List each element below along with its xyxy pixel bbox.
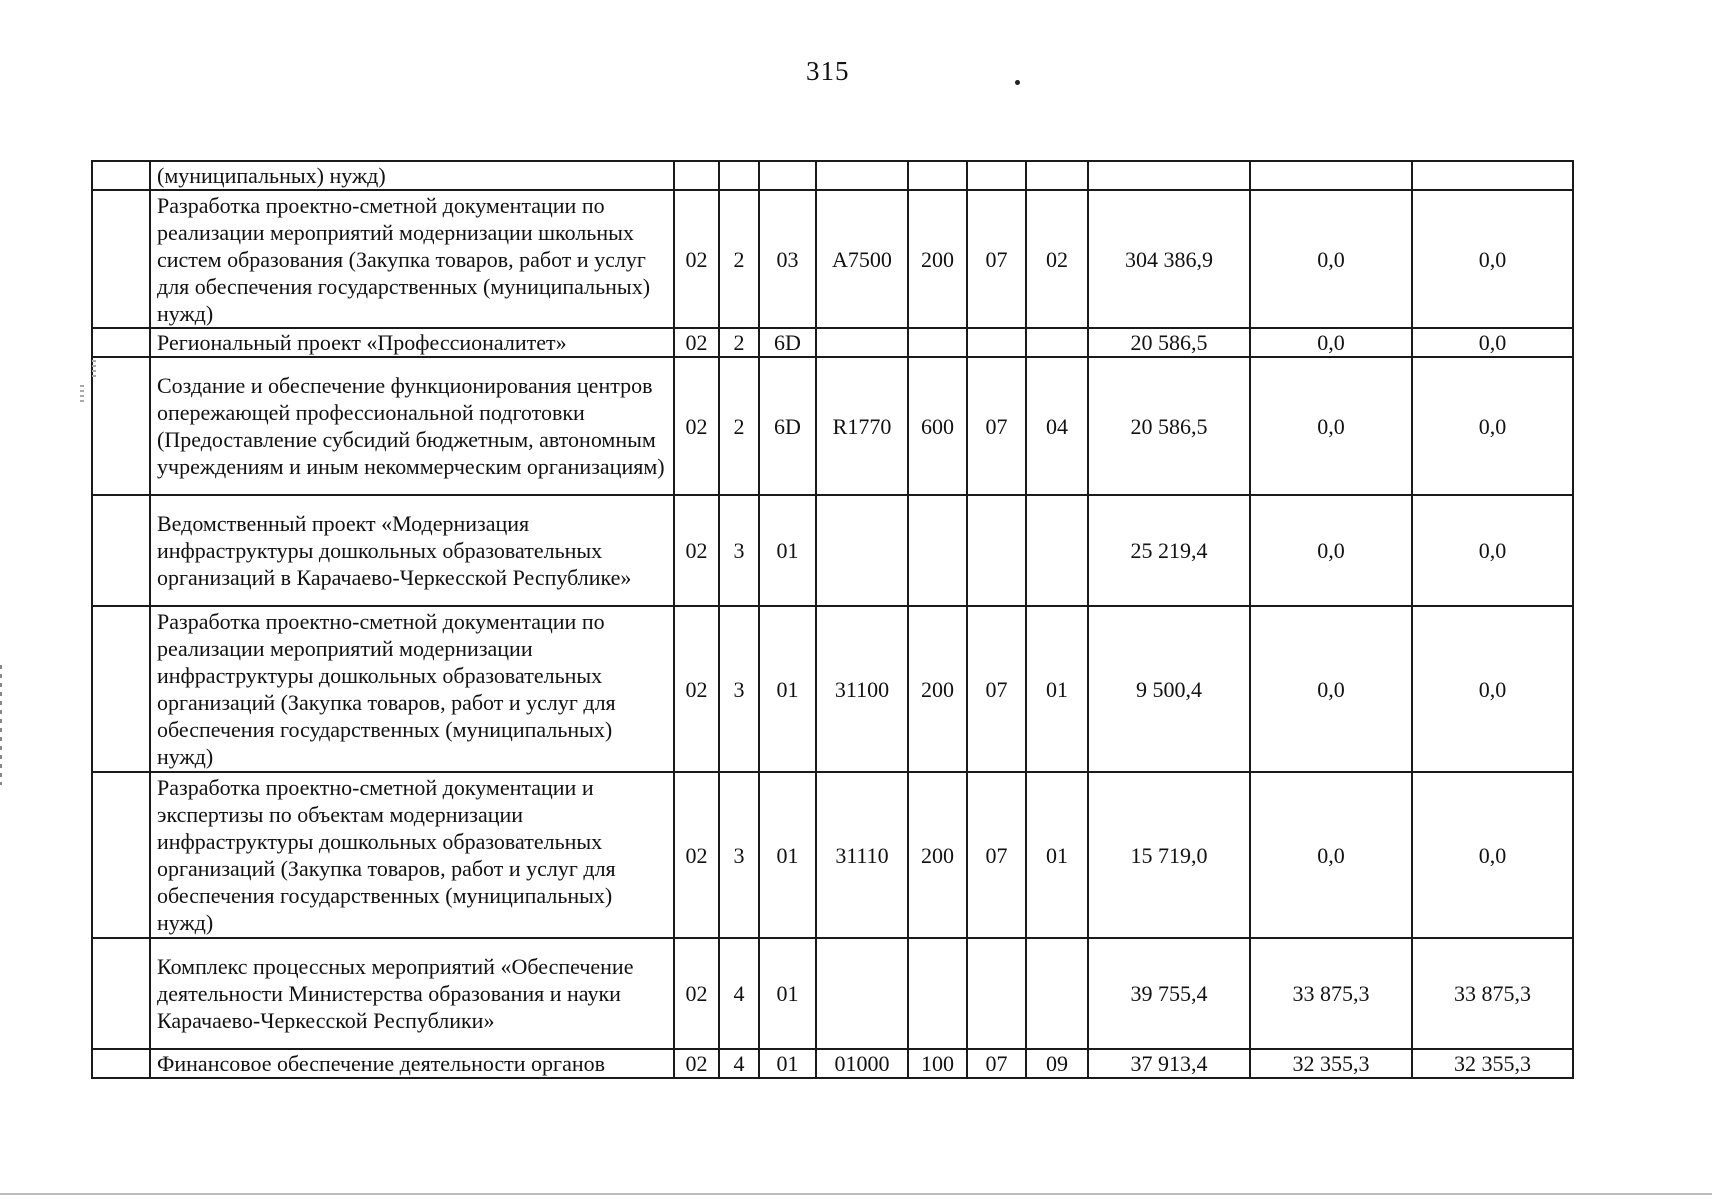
table-row xyxy=(92,772,1573,938)
amount-year-3-cell: 32 355,3 xyxy=(1412,1049,1573,1078)
code-section-cell: 07 xyxy=(967,190,1026,328)
code-section-cell: 07 xyxy=(967,357,1026,495)
description-cell: (муниципальных) нужд) xyxy=(150,161,674,190)
code-direction-cell xyxy=(816,495,908,606)
amount-year-1-cell: 20 586,5 xyxy=(1088,328,1250,357)
code-structure-cell: 6D xyxy=(759,357,816,495)
code-section-cell xyxy=(967,938,1026,1049)
scan-edge-mark xyxy=(0,665,2,785)
code-direction-cell: R1770 xyxy=(816,357,908,495)
amount-year-2-cell: 33 875,3 xyxy=(1250,938,1412,1049)
amount-year-1-cell: 304 386,9 xyxy=(1088,190,1250,328)
description-cell: Финансовое обеспечение деятельности органов xyxy=(150,1049,674,1078)
row-number-cell xyxy=(92,190,150,328)
code-program-cell: 02 xyxy=(674,190,719,328)
amount-year-3-cell: 33 875,3 xyxy=(1412,938,1573,1049)
code-subprogram-cell: 4 xyxy=(719,938,759,1049)
row-number-cell xyxy=(92,357,150,495)
amount-year-3-cell: 0,0 xyxy=(1412,606,1573,772)
code-expense-type-cell xyxy=(908,161,967,190)
amount-year-2-cell: 0,0 xyxy=(1250,190,1412,328)
code-section-cell: 07 xyxy=(967,606,1026,772)
code-subsection-cell: 09 xyxy=(1026,1049,1088,1078)
table-row xyxy=(92,161,1573,190)
code-program-cell: 02 xyxy=(674,606,719,772)
code-expense-type-cell xyxy=(908,328,967,357)
amount-year-3-cell: 0,0 xyxy=(1412,357,1573,495)
row-number-cell xyxy=(92,495,150,606)
table-row xyxy=(92,328,1573,357)
code-direction-cell xyxy=(816,161,908,190)
amount-year-2-cell: 32 355,3 xyxy=(1250,1049,1412,1078)
code-subsection-cell: 04 xyxy=(1026,357,1088,495)
code-expense-type-cell: 100 xyxy=(908,1049,967,1078)
code-direction-cell: 31110 xyxy=(816,772,908,938)
code-program-cell xyxy=(674,161,719,190)
code-subprogram-cell: 2 xyxy=(719,328,759,357)
code-expense-type-cell xyxy=(908,938,967,1049)
amount-year-2-cell xyxy=(1250,161,1412,190)
description-cell: Разработка проектно-сметной документации и экспертизы по объектам модернизации инфраструктуры дошкольных образовательных организаций (Закупка товаров, работ и услуг для обеспечения государственных (муниципальных) нужд) xyxy=(150,772,674,938)
code-subprogram-cell: 4 xyxy=(719,1049,759,1078)
code-section-cell xyxy=(967,161,1026,190)
description-cell: Создание и обеспечение функционирования центров опережающей профессиональной подготовки (Предоставление субсидий бюджетным, автономным учреждениям и иным некоммерческим организациям) xyxy=(150,357,674,495)
code-subprogram-cell: 2 xyxy=(719,357,759,495)
row-number-cell xyxy=(92,606,150,772)
row-number-cell xyxy=(92,1049,150,1078)
code-program-cell: 02 xyxy=(674,1049,719,1078)
code-subsection-cell xyxy=(1026,495,1088,606)
amount-year-2-cell: 0,0 xyxy=(1250,328,1412,357)
code-subsection-cell xyxy=(1026,161,1088,190)
code-expense-type-cell: 600 xyxy=(908,357,967,495)
code-structure-cell xyxy=(759,161,816,190)
amount-year-2-cell: 0,0 xyxy=(1250,606,1412,772)
row-number-cell xyxy=(92,938,150,1049)
code-subsection-cell: 02 xyxy=(1026,190,1088,328)
amount-year-3-cell: 0,0 xyxy=(1412,328,1573,357)
code-subprogram-cell xyxy=(719,161,759,190)
code-subprogram-cell: 3 xyxy=(719,495,759,606)
description-cell: Комплекс процессных мероприятий «Обеспечение деятельности Министерства образования и науки Карачаево-Черкесской Республики» xyxy=(150,938,674,1049)
code-direction-cell xyxy=(816,328,908,357)
code-direction-cell: А7500 xyxy=(816,190,908,328)
description-cell: Разработка проектно-сметной документации по реализации мероприятий модернизации школьных систем образования (Закупка товаров, работ и услуг для обеспечения государственных (муниципальных) нужд) xyxy=(150,190,674,328)
code-section-cell xyxy=(967,328,1026,357)
code-structure-cell: 03 xyxy=(759,190,816,328)
page-dot xyxy=(1015,80,1020,85)
code-direction-cell: 01000 xyxy=(816,1049,908,1078)
code-structure-cell: 01 xyxy=(759,1049,816,1078)
code-section-cell: 07 xyxy=(967,1049,1026,1078)
amount-year-1-cell xyxy=(1088,161,1250,190)
table-row xyxy=(92,495,1573,606)
code-expense-type-cell: 200 xyxy=(908,190,967,328)
code-subsection-cell: 01 xyxy=(1026,772,1088,938)
code-structure-cell: 01 xyxy=(759,938,816,1049)
amount-year-3-cell: 0,0 xyxy=(1412,772,1573,938)
code-structure-cell: 01 xyxy=(759,772,816,938)
code-subsection-cell: 01 xyxy=(1026,606,1088,772)
row-number-cell xyxy=(92,328,150,357)
code-expense-type-cell: 200 xyxy=(908,606,967,772)
table-row xyxy=(92,357,1573,495)
amount-year-1-cell: 15 719,0 xyxy=(1088,772,1250,938)
amount-year-2-cell: 0,0 xyxy=(1250,495,1412,606)
amount-year-1-cell: 20 586,5 xyxy=(1088,357,1250,495)
description-cell: Разработка проектно-сметной документации по реализации мероприятий модернизации инфраструктуры дошкольных образовательных организаций (Закупка товаров, работ и услуг для обеспечения государственных (муниципальных) нужд) xyxy=(150,606,674,772)
code-direction-cell xyxy=(816,938,908,1049)
amount-year-3-cell: 0,0 xyxy=(1412,495,1573,606)
description-cell: Региональный проект «Профессионалитет» xyxy=(150,328,674,357)
code-subprogram-cell: 3 xyxy=(719,772,759,938)
row-number-cell xyxy=(92,161,150,190)
code-subprogram-cell: 2 xyxy=(719,190,759,328)
code-subprogram-cell: 3 xyxy=(719,606,759,772)
budget-table xyxy=(91,160,1574,1079)
code-program-cell: 02 xyxy=(674,495,719,606)
amount-year-3-cell: 0,0 xyxy=(1412,190,1573,328)
code-program-cell: 02 xyxy=(674,328,719,357)
code-expense-type-cell: 200 xyxy=(908,772,967,938)
code-subsection-cell xyxy=(1026,938,1088,1049)
amount-year-1-cell: 9 500,4 xyxy=(1088,606,1250,772)
code-program-cell: 02 xyxy=(674,772,719,938)
table-body xyxy=(92,161,1573,1078)
code-section-cell xyxy=(967,495,1026,606)
amount-year-1-cell: 25 219,4 xyxy=(1088,495,1250,606)
code-structure-cell: 01 xyxy=(759,495,816,606)
description-cell: Ведомственный проект «Модернизация инфраструктуры дошкольных образовательных организаций в Карачаево-Черкесской Республике» xyxy=(150,495,674,606)
table-row xyxy=(92,938,1573,1049)
page-bottom-edge xyxy=(0,1193,1712,1195)
scan-speck xyxy=(80,385,84,405)
row-number-cell xyxy=(92,772,150,938)
table-row xyxy=(92,606,1573,772)
table-row xyxy=(92,1049,1573,1078)
code-direction-cell: 31100 xyxy=(816,606,908,772)
amount-year-2-cell: 0,0 xyxy=(1250,357,1412,495)
code-program-cell: 02 xyxy=(674,938,719,1049)
amount-year-2-cell: 0,0 xyxy=(1250,772,1412,938)
code-expense-type-cell xyxy=(908,495,967,606)
code-section-cell: 07 xyxy=(967,772,1026,938)
code-structure-cell: 6D xyxy=(759,328,816,357)
code-program-cell: 02 xyxy=(674,357,719,495)
amount-year-3-cell xyxy=(1412,161,1573,190)
table-row xyxy=(92,190,1573,328)
code-structure-cell: 01 xyxy=(759,606,816,772)
amount-year-1-cell: 39 755,4 xyxy=(1088,938,1250,1049)
amount-year-1-cell: 37 913,4 xyxy=(1088,1049,1250,1078)
scan-speck xyxy=(92,360,96,380)
code-subsection-cell xyxy=(1026,328,1088,357)
page-number: 315 xyxy=(806,56,850,86)
